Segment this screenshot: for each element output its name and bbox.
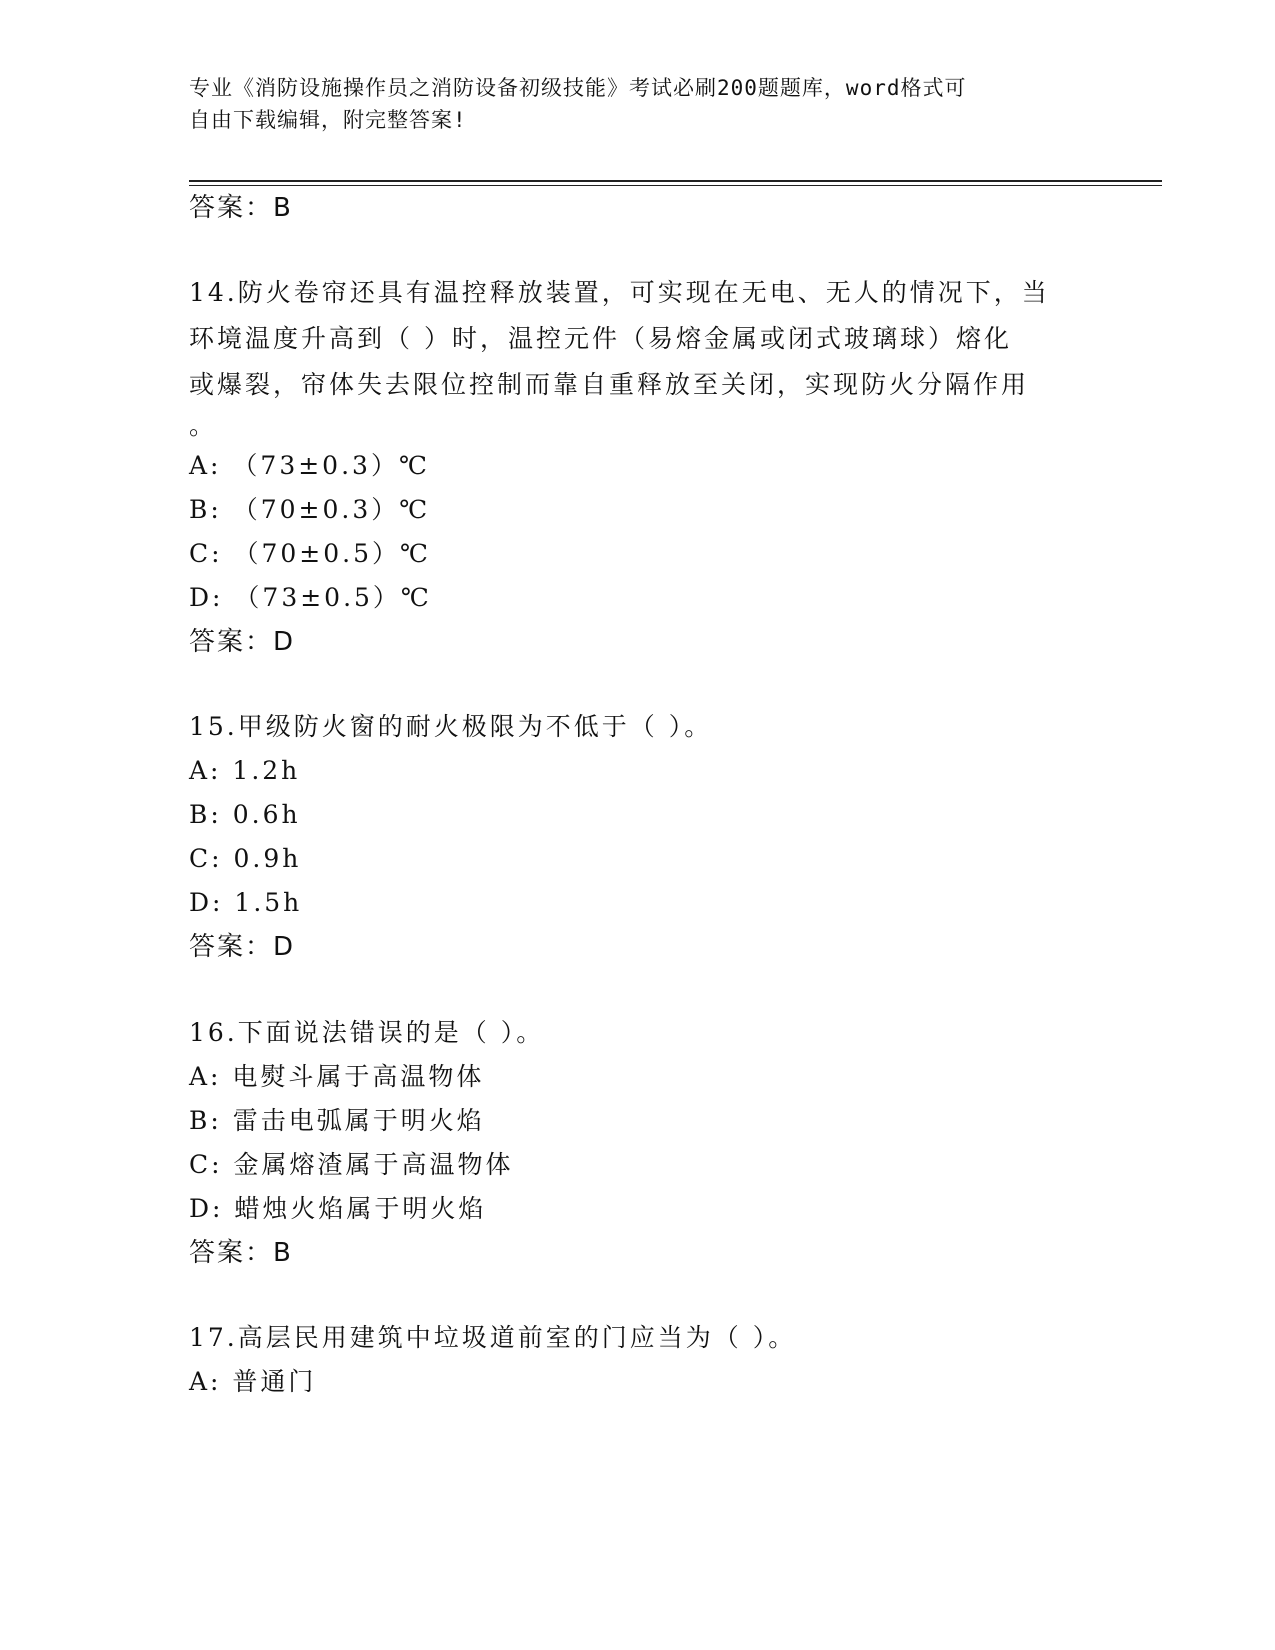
option-a: A: 普通门 — [189, 1367, 317, 1396]
option-a: A: （73±0.3）℃ — [189, 451, 430, 480]
question-stem-line: 16.下面说法错误的是（ ）。 — [189, 1018, 545, 1047]
question-16 — [189, 1011, 1089, 1275]
header-rule — [189, 180, 1162, 182]
answer-line: 答案：B — [189, 1238, 293, 1268]
question-stem-line: 或爆裂，帘体失去限位控制而靠自重释放至关闭，实现防火分隔作用 — [189, 370, 1030, 399]
option-c: C: 0.9h — [189, 844, 302, 873]
option-d: D: （73±0.5）℃ — [189, 583, 432, 612]
option-d: D: 蜡烛火焰属于明火焰 — [189, 1194, 487, 1223]
option-b: B: 雷击电弧属于明火焰 — [189, 1106, 485, 1135]
question-14 — [189, 270, 1089, 664]
header-line-1: 专业《消防设施操作员之消防设备初级技能》考试必刷200题题库，word格式可 — [189, 76, 967, 100]
option-a: A: 1.2h — [189, 756, 301, 785]
page-header — [189, 72, 1069, 136]
option-b: B: （70±0.3）℃ — [189, 495, 431, 524]
option-c: C: 金属熔渣属于高温物体 — [189, 1150, 514, 1179]
option-a: A: 电熨斗属于高温物体 — [189, 1062, 485, 1091]
header-line-2: 自由下载编辑，附完整答案! — [189, 108, 467, 132]
question-stem-line: 17.高层民用建筑中垃圾道前室的门应当为（ ）。 — [189, 1323, 797, 1352]
answer-line: 答案：B — [189, 193, 293, 223]
question-15 — [189, 705, 1089, 969]
answer-line: 答案：D — [189, 932, 296, 962]
option-c: C: （70±0.5）℃ — [189, 539, 431, 568]
option-b: B: 0.6h — [189, 800, 301, 829]
question-stem-line: 环境温度升高到（ ）时，温控元件（易熔金属或闭式玻璃球）熔化 — [189, 324, 1012, 353]
answer-line: 答案：D — [189, 627, 296, 657]
option-d: D: 1.5h — [189, 888, 303, 917]
question-stem-line: 。 — [189, 411, 218, 440]
question-stem-line: 15.甲级防火窗的耐火极限为不低于（ ）。 — [189, 712, 713, 741]
question-stem-line: 14.防火卷帘还具有温控释放装置，可实现在无电、无人的情况下，当 — [189, 278, 1050, 307]
question-17 — [189, 1316, 1089, 1404]
